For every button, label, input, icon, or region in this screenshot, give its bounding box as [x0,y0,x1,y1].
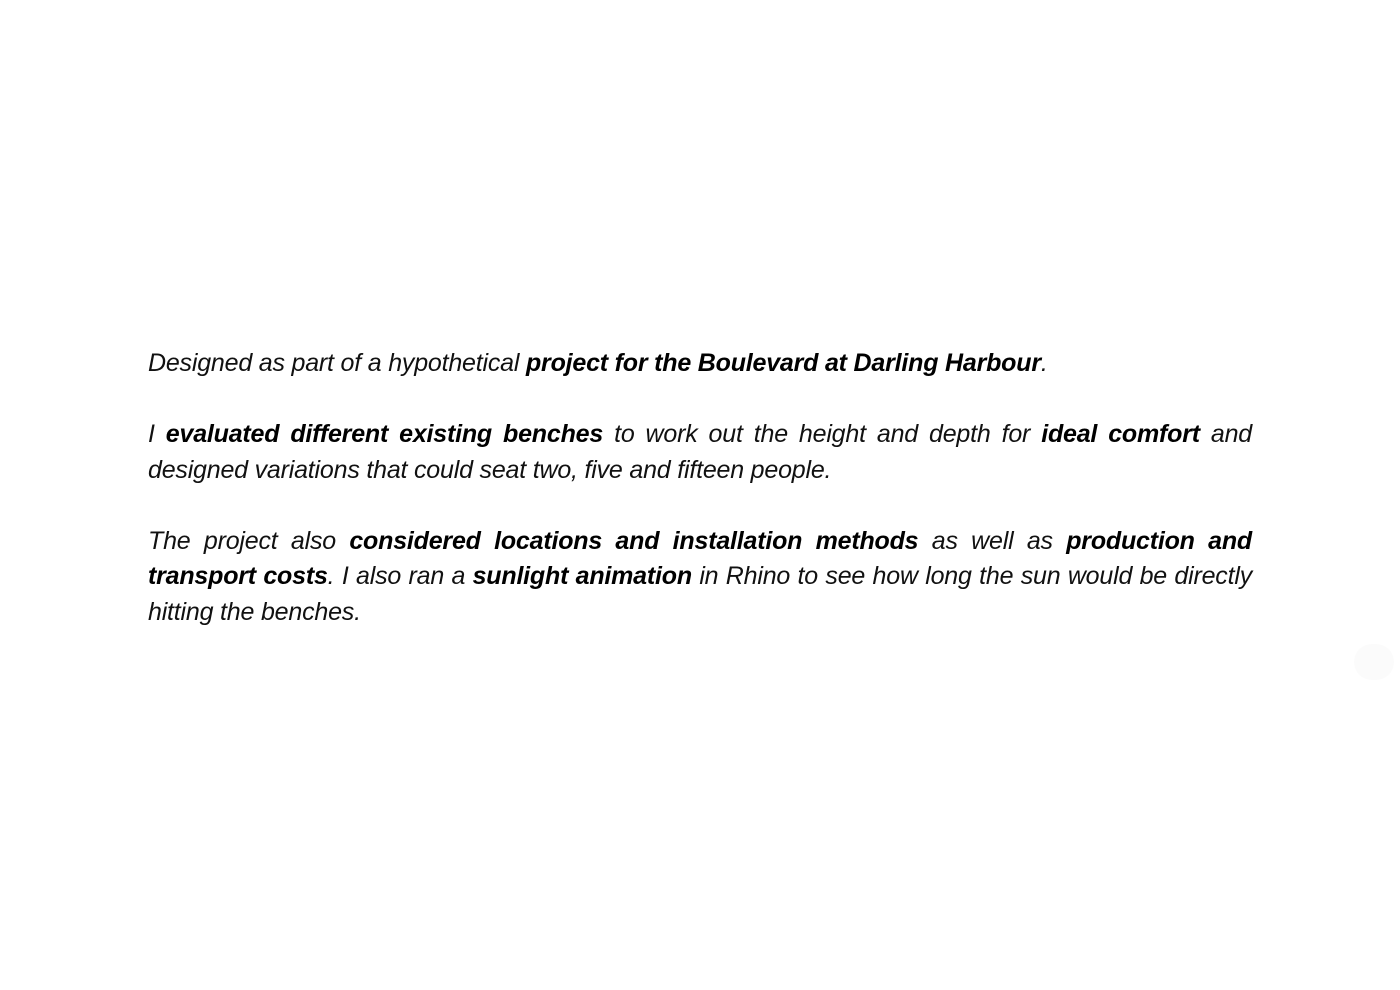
text-segment-bold: considered locations and installation methods [349,526,919,555]
paragraph-project-intro [148,346,1252,382]
text-segment: Designed as part of a hypothetical [148,349,526,377]
text-segment: to work out the height and depth for [603,420,1042,448]
text-segment: as well as [918,526,1067,555]
paragraph-locations-costs [148,524,1252,631]
text-segment-bold: ideal comfort [1041,420,1200,448]
text-segment: in Rhino to see how long the sun would be directly hitting the benches. [148,562,1252,626]
paragraph-bench-evaluation [148,417,1252,488]
text-segment: The project also [148,526,350,555]
text-segment-bold: sunlight animation [472,562,692,590]
text-segment-bold: project for the Boulevard at Darling Harbour [525,349,1041,377]
text-segment-bold: evaluated different existing benches [165,420,604,448]
text-segment: I [148,420,166,448]
floating-scroll-button[interactable] [1354,644,1394,680]
project-description [148,346,1252,666]
text-segment: . I also ran a [327,562,473,590]
text-segment: and designed variations that could seat two, five and fifteen people. [148,420,1252,484]
text-segment: . [1040,349,1048,377]
text-segment-bold: production and transport costs [148,526,1252,590]
